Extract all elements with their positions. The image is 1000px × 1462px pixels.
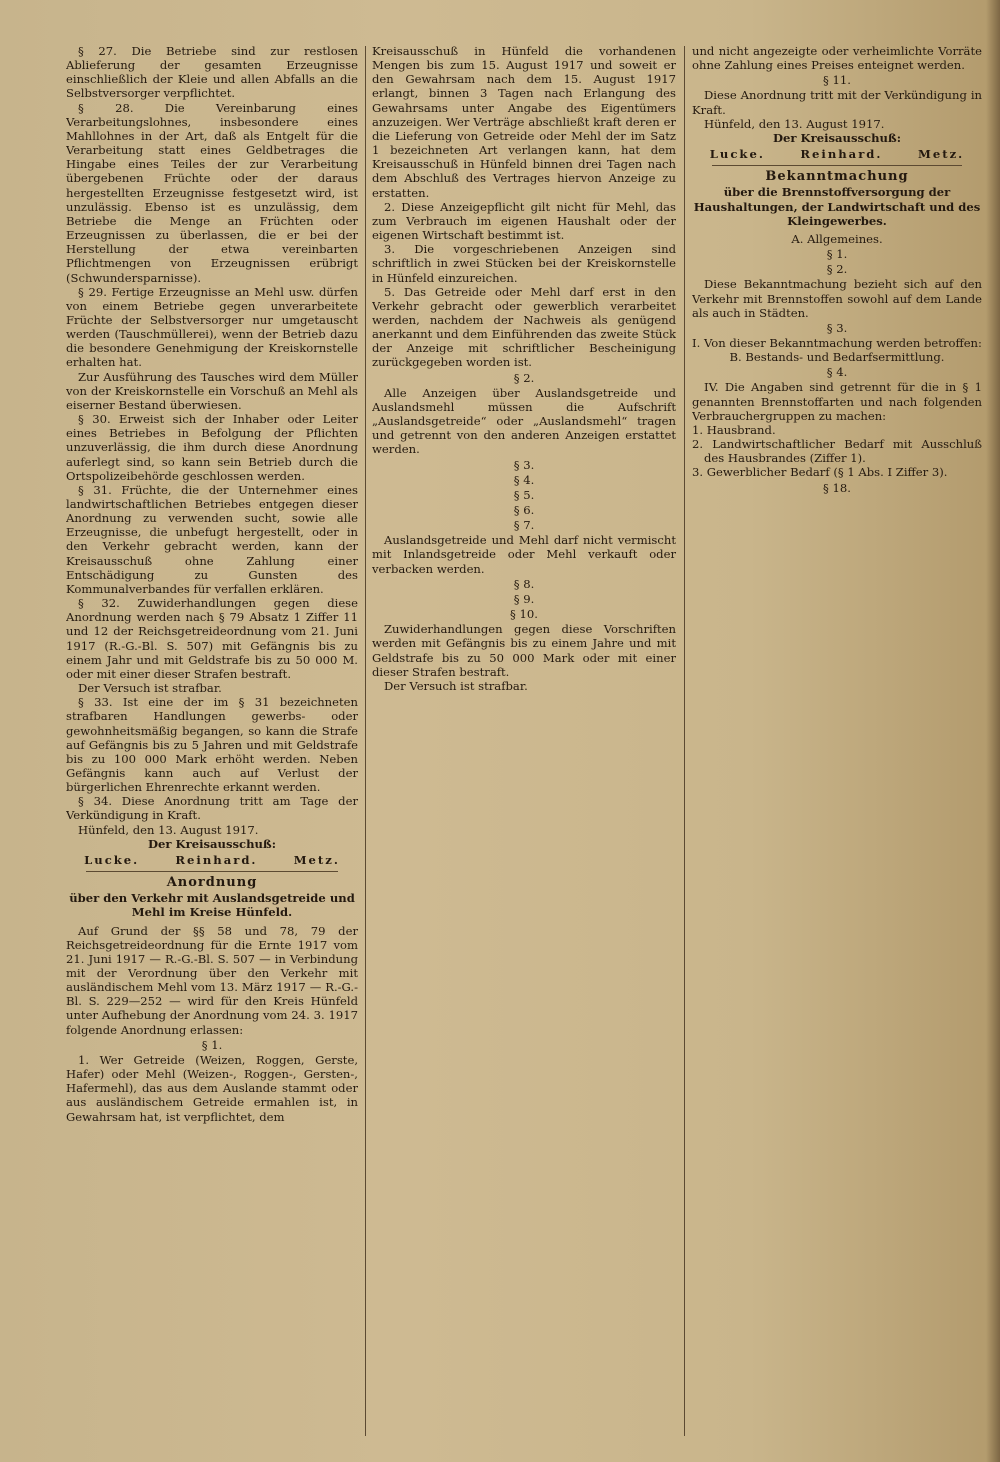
b-group-2: 2. Landwirtschaftlicher Bedarf mit Ausschluß des Hausbrandes (Ziffer 1). — [692, 437, 982, 466]
paragraph-28: § 28. Die Vereinbarung eines Verarbeitungslohnes, insbesondere eines Mahllohnes in der Art, daß als Entgelt für die Verarbeitung statt eines Geldbetrages die Hingabe eines Teiles der zur Verarbeitung übergebenen Früchte oder der daraus hergestellten Erzeugnisse festgesetzt wird, ist unzulässig. Ebenso ist es unzulässig, dem Betriebe die Menge an Früchten oder Erzeugnissen zu überlassen, die er bei der Herstellung der etwa vereinbarten Pflichtmengen von Erzeugnissen erübrigt (Schwundersparnisse). — [66, 100, 358, 285]
ordinance-subtitle: über den Verkehr mit Auslandsgetreide und Mehl im Kreise Hünfeld. — [69, 891, 355, 920]
b-group-1: 1. Hausbrand. — [692, 422, 776, 437]
section-10-attempt: Der Versuch ist strafbar. — [384, 678, 528, 693]
signature-reinhard: Reinhard. — [175, 852, 258, 867]
b-section-4-heading: § 4. — [826, 365, 848, 380]
announcement-subtitle: über die Brennstoffversorgung der Haushaltungen, der Landwirtschaft und des Kleingewerbes. — [693, 185, 981, 228]
signature-lucke: Lucke. — [709, 147, 765, 162]
section-7-heading: § 7. — [513, 518, 535, 533]
paragraph-29b: Zur Ausführung des Tausches wird dem Müller von der Kreiskornstelle ein Vorschuß an Mehl als eiserner Bestand überwiesen. — [66, 369, 358, 412]
section-10-heading: § 10. — [510, 607, 538, 622]
part-b-heading: B. Bestands- und Bedarfsermittlung. — [729, 350, 945, 365]
column-3 — [692, 44, 982, 1442]
paragraph-32b: Der Versuch ist strafbar. — [78, 681, 222, 696]
section-4-heading: § 4. — [513, 472, 535, 487]
section-2-text: Alle Anzeigen über Auslandsgetreide und Auslandsmehl müssen die Aufschrift „Auslandsgetreide“ oder „Auslandsmehl“ tragen und getrennt von den anderen Anzeigen erstattet werden. — [372, 385, 676, 457]
paragraph-31: § 31. Früchte, die der Unternehmer eines landwirtschaftlichen Betriebes entgegen dieser Anordnung zu verwenden sucht, sowie alle Erzeugnisse, die unbefugt hergestellt, oder in den Verkehr gebracht werden, kann der Kreisausschuß ohne Zahlung einer Entschädigung zu Gunsten des Kommunalverbandes für verfallen erklären. — [66, 482, 358, 596]
ordinance-intro: Auf Grund der §§ 58 und 78, 79 der Reichsgetreideordnung für die Ernte 1917 vom 21. Juni 1917 — R.-G.-Bl. S. 507 — in Verbindung mit der Verordnung über den Verkehr mit ausländischem Mehl vom 13. März 1917 — R.-G.-Bl. S. 229—252 — wird für den Kreis Hünfeld unter Aufhebung der Anordnung vom 24. 3. 1917 folgende Anordnung erlassen: — [66, 923, 358, 1037]
paragraph-32: § 32. Zuwiderhandlungen gegen diese Anordnung werden nach § 79 Absatz 1 Ziffer 11 und 12 der Reichsgetreideordnung vom 21. Juni 1917 (R.-G.-Bl. S. 507) mit Gefängnis bis zu einem Jahr und mit Geldstrafe bis zu 50 000 M. oder mit einer dieser Strafen bestraft. — [66, 596, 358, 681]
date-line: Hünfeld, den 13. August 1917. — [78, 822, 259, 837]
section-11-text: Diese Anordnung tritt mit der Verkündigung in Kraft. — [692, 88, 982, 117]
signature-lucke: Lucke. — [84, 852, 140, 867]
section-10-continued: und nicht angezeigte oder verheimlichte Vorräte ohne Zahlung eines Preises enteignet werden. — [692, 44, 982, 73]
signature-metz: Metz. — [918, 147, 965, 162]
signatures — [66, 853, 358, 867]
column-2 — [372, 44, 676, 1442]
separator — [86, 871, 338, 872]
paragraph-29: § 29. Fertige Erzeugnisse an Mehl usw. dürfen von einem Betriebe gegen unverarbeitete Früchte der Selbstversorger nur umgetauscht werden (Tauschmüllerei), wenn der Betrieb dazu die besondere Genehmigung der Kreiskornstelle erhalten hat. — [66, 284, 358, 370]
paragraph-34: § 34. Diese Anordnung tritt am Tage der Verkündigung in Kraft. — [66, 794, 358, 823]
ordinance-title: Anordnung — [166, 875, 258, 891]
b-section-2-heading: § 2. — [826, 262, 848, 277]
section-1-heading: § 1. — [201, 1037, 223, 1052]
section-1-item-5: 5. Das Getreide oder Mehl darf erst in den Verkehr gebracht oder gewerblich verarbeitet werden, nachdem der Nachweis als genügend anerkannt und dem Einführenden das zweite Stück der Anzeige mit schriftlicher Bescheinigung zurückgegeben worden ist. — [372, 284, 676, 370]
paragraph-30: § 30. Erweist sich der Inhaber oder Leiter eines Betriebes in Befolgung der Pflichten unzuverlässig, die ihm durch diese Anordnung auferlegt sind, so kann sein Betrieb durch die Ortspolizeibehörde geschlossen werden. — [66, 412, 358, 483]
binding-edge-shadow — [986, 0, 1000, 1462]
b-section-4-iv: IV. Die Angaben sind getrennt für die in § 1 genannten Brennstoffarten und nach folgenden Verbrauchergruppen zu machen: — [692, 380, 982, 423]
column-1 — [66, 44, 358, 1442]
part-a-heading: A. Allgemeines. — [791, 231, 883, 246]
column-rule — [684, 46, 685, 1436]
paragraph-33: § 33. Ist eine der im § 31 bezeichneten strafbaren Handlungen gewerbs- oder gewohnheitsmäßig begangen, so kann die Strafe auf Gefängnis bis zu 5 Jahren und mit Geldstrafe bis zu 100 000 Mark erhöht werden. Neben Gefängnis kann auch auf Verlust der bürgerlichen Ehrenrechte erkannt werden. — [66, 695, 358, 795]
signature-metz: Metz. — [293, 852, 340, 867]
section-11-heading: § 11. — [823, 73, 851, 88]
section-3-heading: § 3. — [513, 457, 535, 472]
b-section-1-heading: § 1. — [826, 247, 848, 262]
section-8-heading: § 8. — [513, 576, 535, 591]
section-6-heading: § 6. — [513, 503, 535, 517]
b-section-2-text: Diese Bekanntmachung bezieht sich auf den Verkehr mit Brennstoffen sowohl auf dem Lande als auch in Städten. — [692, 277, 982, 320]
section-1-text: 1. Wer Getreide (Weizen, Roggen, Gerste, Hafer) oder Mehl (Weizen-, Roggen-, Gersten-, Hafermehl), das aus dem Auslande stammt oder aus ausländischem Getreide ermahlen ist, in Gewahrsam hat, ist verpflichtet, dem — [66, 1052, 358, 1124]
section-1-item-2: 2. Diese Anzeigepflicht gilt nicht für Mehl, das zum Verbrauch im eigenen Haushalt oder der eigenen Wirtschaft bestimmt ist. — [372, 199, 676, 243]
section-7-text: Auslandsgetreide und Mehl darf nicht vermischt mit Inlandsgetreide oder Mehl verkauft oder verbacken werden. — [372, 533, 676, 576]
date-line: Hünfeld, den 13. August 1917. — [704, 116, 885, 131]
b-group-3: 3. Gewerblicher Bedarf (§ 1 Abs. I Ziffer 3). — [692, 465, 948, 480]
paragraph-27: § 27. Die Betriebe sind zur restlosen Ablieferung der gesamten Erzeugnisse einschließlich der Kleie und allen Abfalls an die Selbstversorger verpflichtet. — [66, 44, 358, 101]
signature-reinhard: Reinhard. — [800, 147, 883, 162]
signatures — [692, 147, 982, 161]
section-10-text: Zuwiderhandlungen gegen diese Vorschriften werden mit Gefängnis bis zu einem Jahre und mit Geldstrafe bis zu 50 000 Mark oder mit einer dieser Strafen bestraft. — [372, 622, 676, 679]
b-section-18-heading: § 18. — [823, 480, 851, 495]
section-5-heading: § 5. — [513, 487, 535, 502]
b-section-3-heading: § 3. — [826, 320, 848, 335]
authority-line: Der Kreisausschuß: — [772, 130, 902, 145]
announcement-title: Bekanntmachung — [765, 169, 909, 185]
section-2-heading: § 2. — [513, 370, 535, 385]
b-section-3-intro: I. Von dieser Bekanntmachung werden betroffen: — [692, 335, 982, 350]
section-9-heading: § 9. — [513, 591, 535, 606]
separator — [712, 165, 962, 166]
section-1-continued: Kreisausschuß in Hünfeld die vorhandenen Mengen bis zum 15. August 1917 und soweit er den Gewahrsam nach dem 15. August 1917 erlangt, binnen 3 Tagen nach Erlangung des Gewahrsams unter Angabe des Eigentümers anzuzeigen. Wer Verträge abschließt kraft deren er die Lieferung von Getreide oder Mehl der im Satz 1 bezeichneten Art verlangen kann, hat dem Kreisausschuß in Hünfeld binnen drei Tagen nach dem Abschluß des Vertrages hiervon Anzeige zu erstatten. — [372, 44, 676, 200]
section-1-item-3: 3. Die vorgeschriebenen Anzeigen sind schriftlich in zwei Stücken bei der Kreiskornstelle in Hünfeld einzureichen. — [372, 242, 676, 285]
column-rule — [365, 46, 366, 1436]
authority-line: Der Kreisausschuß: — [147, 836, 277, 851]
